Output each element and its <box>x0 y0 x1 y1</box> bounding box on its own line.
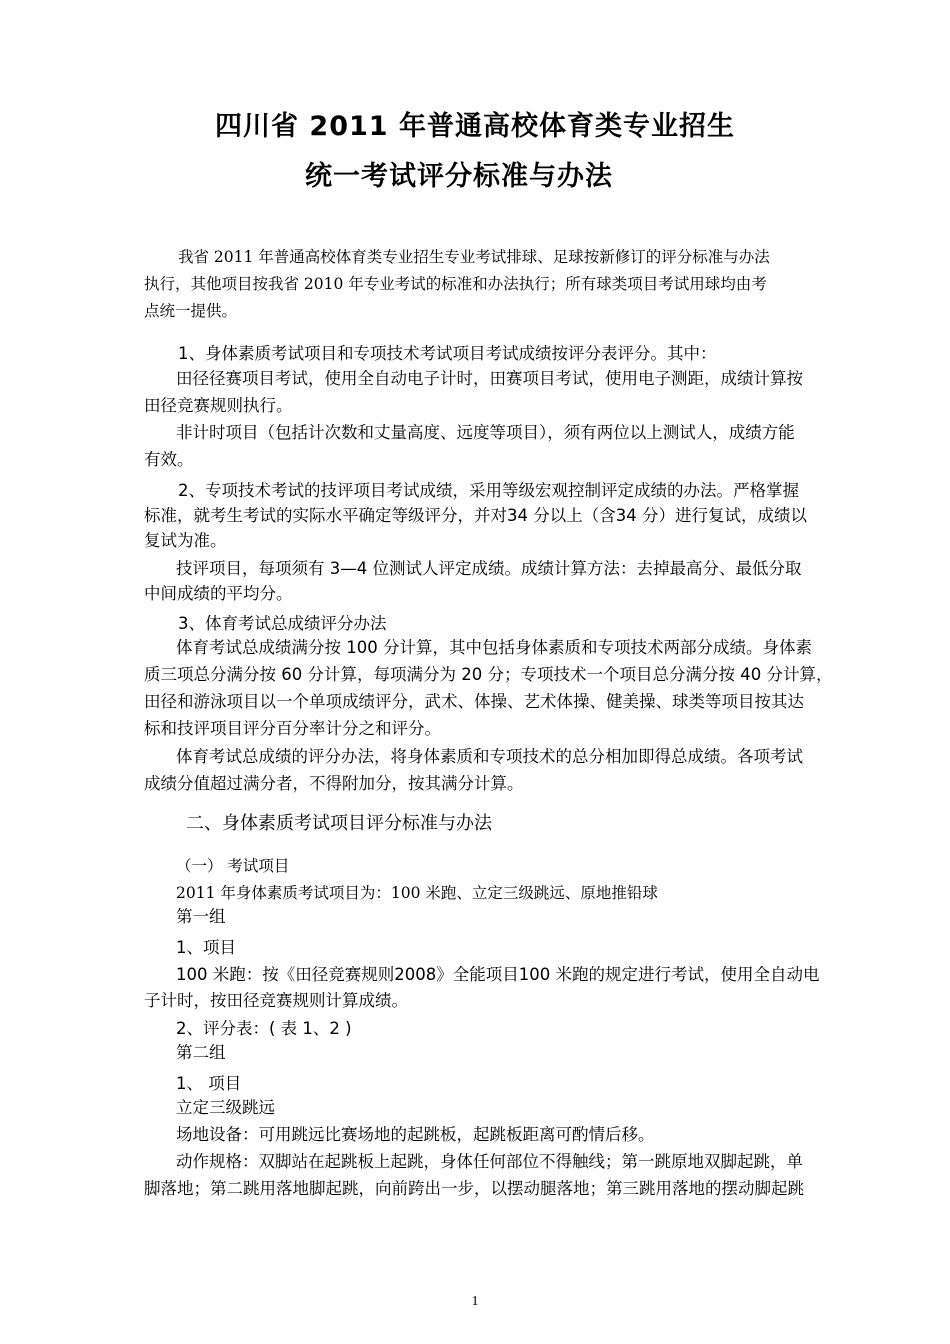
intro-line: 点统一提供。 <box>144 302 238 320</box>
rating-line: 技评项目，每项须有 3—4 位测试人评定成绩。成绩计算方法：去掉最高分、最低分取 <box>176 559 802 578</box>
group2-label: 第二组 <box>176 1043 226 1062</box>
run-line: 100 米跑：按《田径竞赛规则2008》全能项目100 米跑的规定进行考试，使用全自动电 <box>176 965 820 984</box>
group1-item-heading: 1、项目 <box>176 938 236 957</box>
section3-line: 质三项总分满分按 60 分计算，每项满分为 20 分；专项技术一个项目总分满分按 40 分计算， <box>144 665 833 684</box>
event-line: 立定三级跳远 <box>176 1098 275 1117</box>
items-line: 2011 年身体素质考试项目为：100 米跑、立定三级跳远、原地推铅球 <box>176 884 658 902</box>
nontimed-line: 非计时项目（包括计次数和丈量高度、远度等项目），须有两位以上测试人，成绩方能 <box>176 423 795 442</box>
page-number: 1 <box>471 1294 479 1309</box>
score-table-line: 2、评分表：( 表 1、2 ) <box>176 1019 352 1038</box>
section2-line: 2、专项技术考试的技评项目考试成绩，采用等级宏观控制评定成绩的办法。严格掌握 <box>178 481 799 500</box>
section3-line: 标和技评项目评分百分率计分之和评分。 <box>144 719 441 738</box>
section3-line: 体育考试总成绩满分按 100 分计算，其中包括身体素质和专项技术两部分成绩。身体素 <box>176 638 812 657</box>
title-line-1: 四川省 2011 年普通高校体育类专业招生 <box>215 111 735 142</box>
title-line-2: 统一考试评分标准与办法 <box>305 161 613 192</box>
group2-item-heading: 1、 项目 <box>176 1074 242 1093</box>
run-line: 子计时，按田径竞赛规则计算成绩。 <box>144 991 408 1010</box>
action-line: 动作规格：双脚站在起跳板上起跳，身体任何部位不得触线；第一跳原地双脚起跳，单 <box>176 1152 803 1171</box>
intro-line: 我省 2011 年普通高校体育类专业招生专业考试排球、足球按新修订的评分标准与办法 <box>178 248 770 266</box>
part2-heading: 二、身体素质考试项目评分标准与办法 <box>186 813 492 834</box>
section3-heading: 3、体育考试总成绩评分办法 <box>178 614 387 633</box>
intro-line: 执行，其他项目按我省 2010 年专业考试的标准和办法执行；所有球类项目考试用球均由考 <box>144 275 767 293</box>
section3-line: 田径和游泳项目以一个单项成绩评分，武术、体操、艺术体操、健美操、球类等项目按其达 <box>144 692 804 711</box>
method-line: 体育考试总成绩的评分办法，将身体素质和专项技术的总分相加即得总成绩。各项考试 <box>176 747 803 766</box>
action-line: 脚落地；第二跳用落地脚起跳，向前跨出一步，以摆动腿落地；第三跳用落地的摆动脚起跳 <box>144 1179 804 1198</box>
track-line: 田径竞赛规则执行。 <box>144 396 293 415</box>
section1-heading: 1、身体素质考试项目和专项技术考试项目考试成绩按评分表评分。其中： <box>178 344 717 363</box>
method-line: 成绩分值超过满分者，不得附加分，按其满分计算。 <box>144 774 524 793</box>
rating-line: 中间成绩的平均分。 <box>144 584 293 603</box>
section2-line: 标准，就考生考试的实际水平确定等级评分，并对34 分以上（含34 分）进行复试，成绩以 <box>144 506 807 525</box>
section2-line: 复试为准。 <box>144 531 227 550</box>
nontimed-line: 有效。 <box>144 450 194 469</box>
sub-heading: （一） 考试项目 <box>176 857 290 875</box>
group1-label: 第一组 <box>176 907 226 926</box>
track-line: 田径径赛项目考试，使用全自动电子计时，田赛项目考试，使用电子测距，成绩计算按 <box>176 369 803 388</box>
venue-line: 场地设备：可用跳远比赛场地的起跳板，起跳板距离可酌情后移。 <box>176 1125 655 1144</box>
